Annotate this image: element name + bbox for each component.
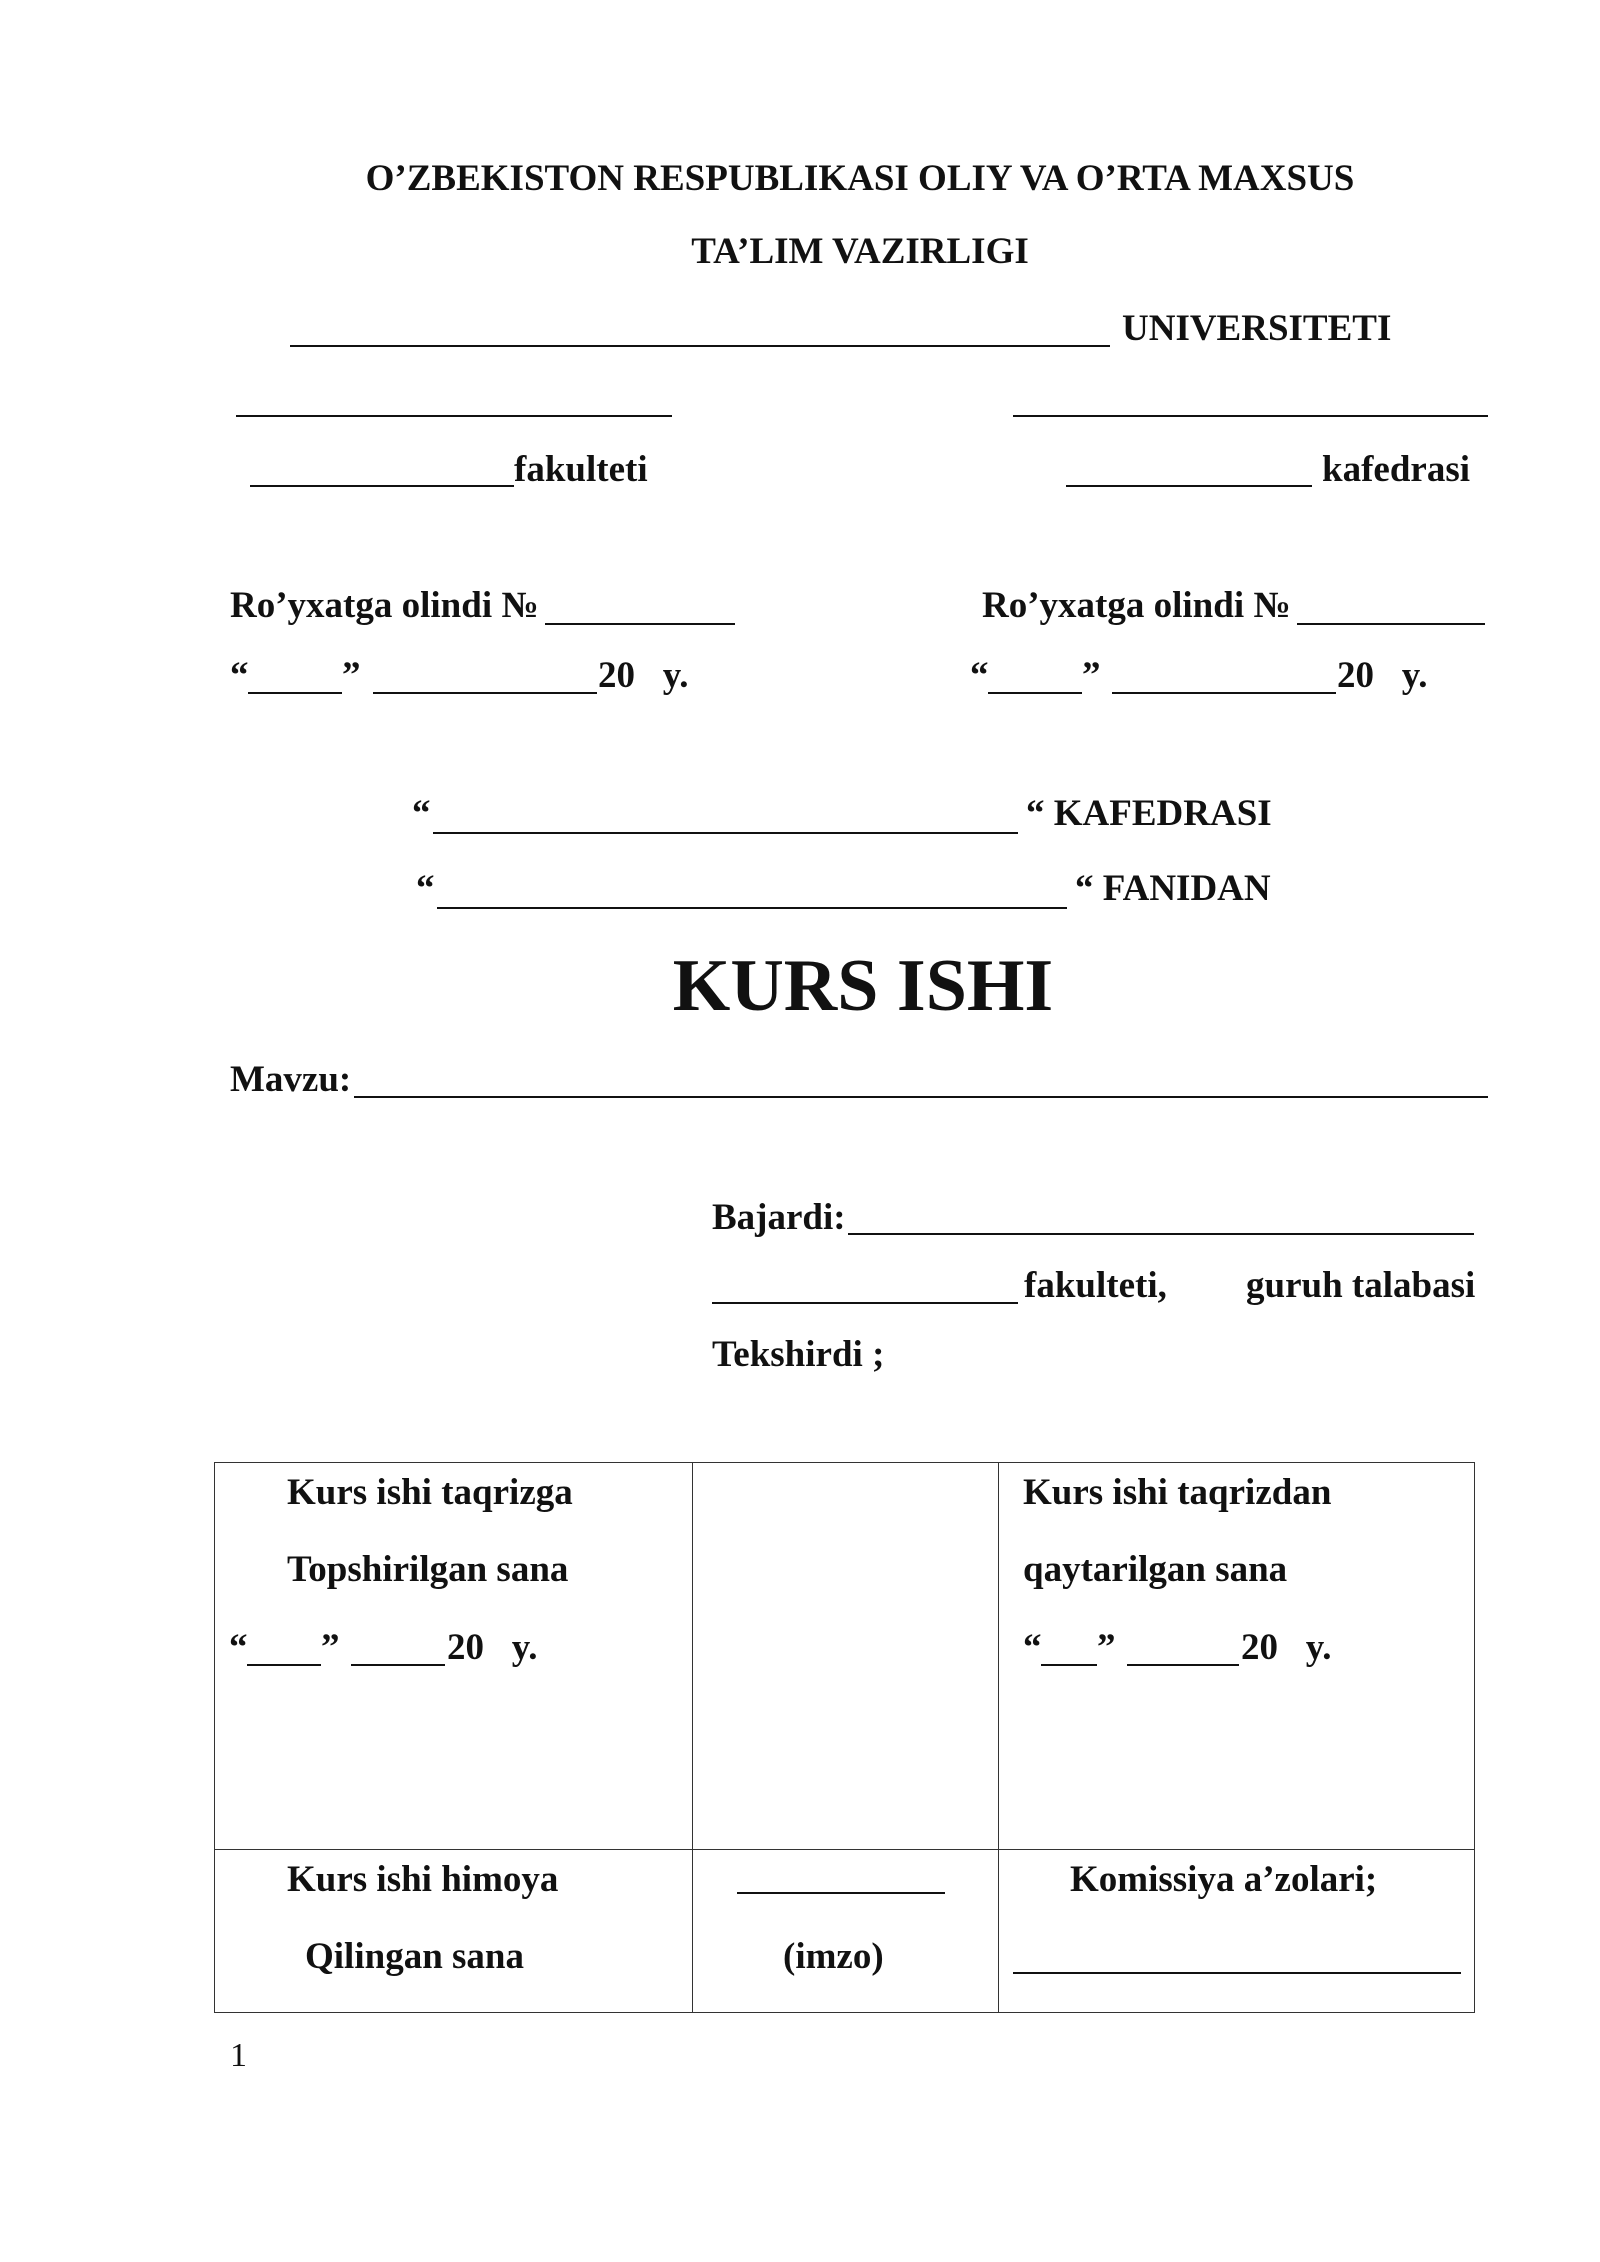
submission-day-blank[interactable]	[247, 1664, 321, 1666]
left-year-label: 20 y.	[598, 655, 689, 696]
right-date-open-quote: “	[970, 655, 989, 696]
executor-group-label: guruh talabasi	[1246, 1265, 1476, 1306]
right-registered-number-blank[interactable]	[1297, 623, 1485, 625]
left-month-blank[interactable]	[373, 692, 597, 694]
middle-empty-cell	[693, 1463, 999, 1850]
commission-members-blank[interactable]	[1013, 1972, 1461, 1974]
department-name-blank[interactable]	[1066, 485, 1312, 487]
executor-faculty-label: fakulteti,	[1024, 1265, 1167, 1306]
department-label: kafedrasi	[1322, 449, 1470, 490]
submission-date-close-quote: ”	[321, 1627, 340, 1668]
submission-year-label: 20 y.	[447, 1627, 538, 1668]
left-registered-number-blank[interactable]	[545, 623, 735, 625]
left-date-open-quote: “	[230, 655, 249, 696]
right-registered-label: Ro’yxatga olindi №	[982, 585, 1291, 626]
left-day-blank[interactable]	[248, 692, 342, 694]
submission-date-open-quote: “	[229, 1627, 248, 1668]
submission-title-line-2: Topshirilgan sana	[287, 1549, 569, 1590]
defense-title-line-1: Kurs ishi himoya	[287, 1859, 559, 1900]
return-year-label: 20 y.	[1241, 1627, 1332, 1668]
signature-blank[interactable]	[737, 1892, 945, 1894]
right-month-blank[interactable]	[1112, 692, 1336, 694]
return-title-line-1: Kurs ishi taqrizdan	[1023, 1472, 1332, 1513]
executor-name-blank[interactable]	[848, 1233, 1474, 1235]
review-dates-table	[214, 1462, 1475, 2013]
university-label: UNIVERSITETI	[1122, 308, 1392, 349]
fan-name-blank[interactable]	[437, 907, 1067, 909]
fan-open-quote: “	[416, 868, 435, 909]
return-month-blank[interactable]	[1127, 1664, 1239, 1666]
return-date-cell	[999, 1463, 1475, 1850]
defense-title-line-2: Qilingan sana	[305, 1936, 525, 1977]
right-year-label: 20 y.	[1337, 655, 1428, 696]
commission-cell	[999, 1850, 1475, 2013]
executor-label: Bajardi:	[712, 1197, 846, 1238]
signature-label: (imzo)	[783, 1936, 884, 1977]
submission-title-line-1: Kurs ishi taqrizga	[287, 1472, 573, 1513]
ministry-line-2: TA’LIM VAZIRLIGI	[691, 231, 1029, 272]
kafedra-label: “ KAFEDRASI	[1026, 793, 1272, 834]
left-registered-label: Ro’yxatga olindi №	[230, 585, 539, 626]
faculty-label: fakulteti	[514, 449, 648, 490]
submission-date-cell	[215, 1463, 693, 1850]
topic-blank[interactable]	[354, 1096, 1488, 1098]
submission-month-blank[interactable]	[351, 1664, 445, 1666]
page-number: 1	[230, 2037, 247, 2074]
return-title-line-2: qaytarilgan sana	[1023, 1549, 1288, 1590]
left-blank-top[interactable]	[236, 415, 672, 417]
executor-faculty-blank[interactable]	[712, 1302, 1018, 1304]
right-day-blank[interactable]	[988, 692, 1082, 694]
return-date-open-quote: “	[1023, 1627, 1042, 1668]
right-date-close-quote: ”	[1082, 655, 1101, 696]
return-date-close-quote: ”	[1097, 1627, 1116, 1668]
faculty-name-blank[interactable]	[250, 485, 514, 487]
checker-label: Tekshirdi ;	[712, 1334, 885, 1375]
document-title: KURS ISHI	[672, 945, 1054, 1027]
right-blank-top[interactable]	[1013, 415, 1488, 417]
topic-label: Mavzu:	[230, 1059, 352, 1100]
commission-label: Komissiya a’zolari;	[1070, 1859, 1378, 1900]
kafedra-name-blank[interactable]	[433, 832, 1018, 834]
kafedra-open-quote: “	[412, 793, 431, 834]
return-day-blank[interactable]	[1041, 1664, 1097, 1666]
defense-date-cell	[215, 1850, 693, 2013]
ministry-line-1: O’ZBEKISTON RESPUBLIKASI OLIY VA O’RTA MAXSUS	[365, 158, 1355, 199]
signature-cell	[693, 1850, 999, 2013]
left-date-close-quote: ”	[342, 655, 361, 696]
fan-label: “ FANIDAN	[1075, 868, 1271, 909]
university-name-blank[interactable]	[290, 345, 1110, 347]
